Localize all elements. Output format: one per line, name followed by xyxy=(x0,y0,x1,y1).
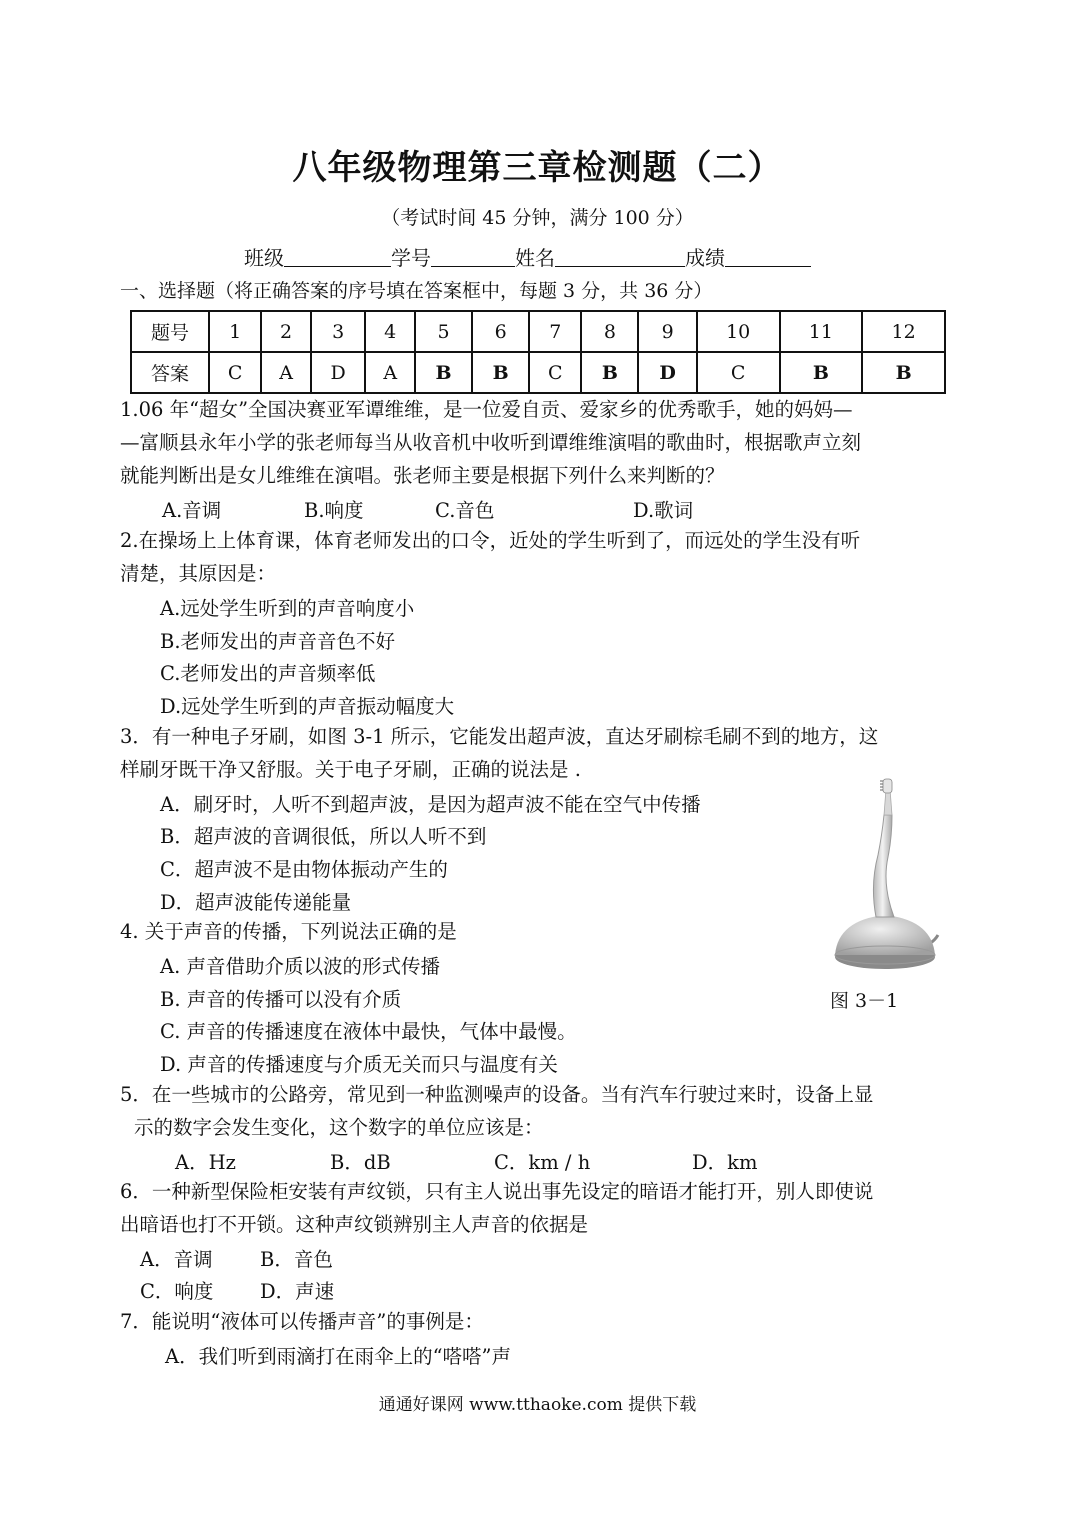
q2-option-d: D.远处学生听到的声音振动幅度大 xyxy=(160,695,455,718)
question-6 xyxy=(120,1176,960,1242)
row-label-number: 题号 xyxy=(131,311,209,352)
q6-option-b: B．音色 xyxy=(260,1248,333,1271)
q6-option-c: C．响度 xyxy=(140,1280,214,1303)
number-cell: 4 xyxy=(365,311,415,352)
answer-cell: B xyxy=(581,352,638,393)
question-6-line: 6．一种新型保险柜安装有声纹锁，只有主人说出事先设定的暗语才能打开，别人即使说 xyxy=(120,1180,874,1203)
answer-cell: D xyxy=(638,352,696,393)
id-label: 学号 xyxy=(391,246,431,270)
q5-option-b: B．dB xyxy=(330,1151,391,1174)
question-2-line: 清楚，其原因是： xyxy=(120,561,277,585)
student-info-line xyxy=(244,242,811,271)
answer-cell: A xyxy=(261,352,311,393)
q1-option-d: D.歌词 xyxy=(633,499,694,522)
q5-option-a: A．Hz xyxy=(175,1151,236,1174)
q4-option-b: B. 声音的传播可以没有介质 xyxy=(160,988,402,1011)
question-5-line: 示的数字会发生变化，这个数字的单位应该是： xyxy=(134,1115,544,1139)
q2-option-c: C.老师发出的声音频率低 xyxy=(160,662,376,685)
score-blank xyxy=(725,246,811,267)
answer-cell: A xyxy=(365,352,415,393)
number-cell: 3 xyxy=(311,311,365,352)
question-1-line: —富顺县永年小学的张老师每当从收音机中收听到谭维维演唱的歌曲时，根据歌声立刻 xyxy=(120,430,862,454)
answer-cell: C xyxy=(529,352,581,393)
question-1 xyxy=(120,394,960,492)
number-cell: 2 xyxy=(261,311,311,352)
q2-option-b: B.老师发出的声音音色不好 xyxy=(160,630,396,653)
answer-cell: D xyxy=(311,352,365,393)
q3-option-c: C．超声波不是由物体振动产生的 xyxy=(160,858,448,881)
number-cell: 5 xyxy=(415,311,472,352)
q5-option-c: C．km / h xyxy=(494,1151,591,1174)
q7-option-a: A．我们听到雨滴打在雨伞上的“嗒嗒”声 xyxy=(165,1345,512,1368)
q1-option-a: A.音调 xyxy=(162,499,222,522)
row-label-answer: 答案 xyxy=(131,352,209,393)
class-label: 班级 xyxy=(244,246,284,270)
question-5-line: 5．在一些城市的公路旁，常见到一种监测噪声的设备。当有汽车行驶过来时，设备上显 xyxy=(120,1083,874,1106)
question-1-line: 就能判断出是女儿维维在演唱。张老师主要是根据下列什么来判断的？ xyxy=(120,463,725,487)
section-heading: 一、选择题（将正确答案的序号填在答案框中，每题 3 分，共 36 分） xyxy=(120,280,713,302)
number-cell: 12 xyxy=(862,311,945,352)
q6-option-d: D．声速 xyxy=(260,1280,335,1303)
question-6-line: 出暗语也打不开锁。这种声纹锁辨别主人声音的依据是 xyxy=(120,1212,589,1236)
id-blank xyxy=(431,246,515,267)
answer-table xyxy=(130,310,946,394)
class-blank xyxy=(284,246,391,267)
q3-option-a: A．刷牙时，人听不到超声波，是因为超声波不能在空气中传播 xyxy=(160,793,701,816)
q4-option-c: C. 声音的传播速度在液体中最快，气体中最慢。 xyxy=(160,1020,577,1043)
q2-option-a: A.远处学生听到的声音响度小 xyxy=(160,597,415,620)
answer-cell: B xyxy=(415,352,472,393)
q3-option-b: B．超声波的音调很低，所以人听不到 xyxy=(160,825,487,848)
number-cell: 1 xyxy=(209,311,261,352)
q1-option-b: B.响度 xyxy=(304,499,364,522)
number-cell: 8 xyxy=(581,311,638,352)
answer-row xyxy=(131,352,945,393)
q6-option-a: A．音调 xyxy=(140,1248,213,1271)
question-7 xyxy=(120,1306,960,1339)
answer-cell: B xyxy=(472,352,529,393)
number-cell: 9 xyxy=(638,311,696,352)
q4-option-a: A. 声音借助介质以波的形式传播 xyxy=(160,955,440,978)
q3-option-d: D．超声波能传递能量 xyxy=(160,891,352,914)
exam-subtitle: （考试时间 45 分钟，满分 100 分） xyxy=(381,207,694,229)
number-cell: 7 xyxy=(529,311,581,352)
question-2-line: 2.在操场上上体育课，体育老师发出的口令，近处的学生听到了，而远处的学生没有听 xyxy=(120,529,861,552)
number-cell: 10 xyxy=(697,311,780,352)
answer-cell: C xyxy=(697,352,780,393)
question-5 xyxy=(120,1079,960,1145)
answer-cell: C xyxy=(209,352,261,393)
question-3-line: 3．有一种电子牙刷，如图 3-1 所示，它能发出超声波，直达牙刷棕毛刷不到的地方，这 xyxy=(120,725,879,748)
name-blank xyxy=(555,246,685,267)
answer-cell: B xyxy=(780,352,863,393)
electric-toothbrush-figure xyxy=(820,775,950,985)
question-2 xyxy=(120,525,960,591)
question-1-line: 1.06 年“超女”全国决赛亚军谭维维，是一位爱自贡、爱家乡的优秀歌手，她的妈妈— xyxy=(120,398,853,421)
page-title: 八年级物理第三章检测题（二） xyxy=(292,148,783,188)
question-4-line: 4. 关于声音的传播，下列说法正确的是 xyxy=(120,920,457,943)
figure-caption: 图 3－1 xyxy=(830,990,899,1012)
question-3-line: 样刷牙既干净又舒服。关于电子牙刷，正确的说法是 . xyxy=(120,757,581,781)
question-4 xyxy=(120,916,960,949)
question-7-line: 7．能说明“液体可以传播声音”的事例是： xyxy=(120,1310,484,1333)
name-label: 姓名 xyxy=(515,246,555,270)
q4-option-d: D. 声音的传播速度与介质无关而只与温度有关 xyxy=(160,1053,558,1076)
number-cell: 6 xyxy=(472,311,529,352)
page-footer: 通通好课网 www.tthaoke.com 提供下载 xyxy=(378,1395,697,1415)
score-label: 成绩 xyxy=(685,246,725,270)
q5-option-d: D．km xyxy=(692,1151,758,1174)
answer-cell: B xyxy=(862,352,945,393)
number-cell: 11 xyxy=(780,311,863,352)
question-number-row xyxy=(131,311,945,352)
q1-option-c: C.音色 xyxy=(435,499,495,522)
